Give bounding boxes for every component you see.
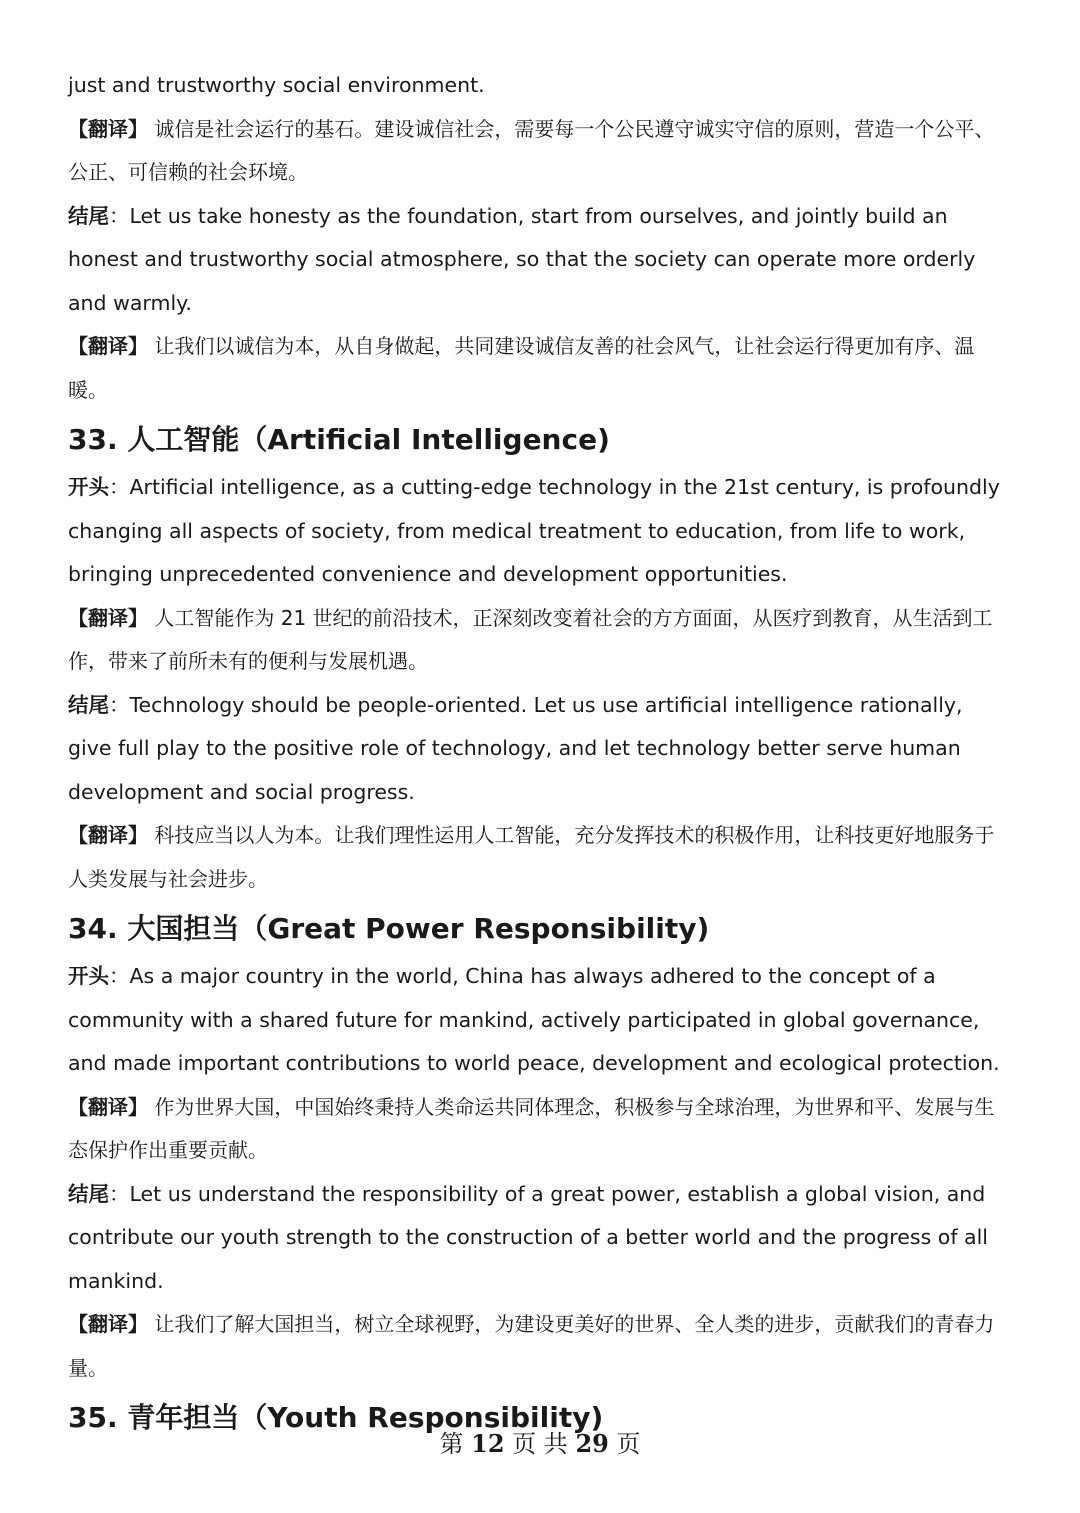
label-separator: ： [109,1181,130,1206]
opening-paragraph [68,955,1012,1086]
ending-paragraph [68,195,1012,326]
translation-paragraph [68,1086,1012,1173]
ending-label: 结尾 [68,1181,109,1206]
translation-text: 诚信是社会运行的基石。建设诚信社会，需要每一个公民遵守诚实守信的原则，营造一个公平、公正、可信赖的社会环境。 [68,116,995,184]
translation-label: 【翻译】 [68,334,148,358]
translation-label: 【翻译】 [68,116,148,141]
label-separator: ： [109,203,130,228]
opening-text: Artificial intelligence, as a cutting-edge technology in the 21st century, is profoundly changing all aspects of society, from medical treatment to education, from life to work, bringing unprecedented convenience and development opportunities. [68,475,1000,586]
page-footer [0,1424,1080,1464]
translation-text: 让我们以诚信为本，从自身做起，共同建设诚信友善的社会风气，让社会运行得更加有序、温暖。 [68,334,975,402]
current-page-number: 12 [471,1429,505,1458]
translation-label: 【翻译】 [68,1312,148,1336]
translation-paragraph [68,1303,1012,1390]
footer-suffix: 页 [616,1430,641,1458]
ending-paragraph [68,1173,1012,1304]
translation-paragraph [68,108,1012,195]
ending-label: 结尾 [68,203,109,228]
ending-paragraph [68,684,1012,815]
ending-label: 结尾 [68,692,109,717]
translation-label: 【翻译】 [68,823,148,847]
label-separator: ： [109,964,130,988]
section-heading: 35. 青年担当（Youth Responsibility) [68,1401,604,1434]
translation-text: 让我们了解大国担当，树立全球视野，为建设更美好的世界、全人类的进步，贡献我们的青春力量。 [68,1312,995,1380]
translation-text: 作为世界大国，中国始终秉持人类命运共同体理念，积极参与全球治理，为世界和平、发展与生态保护作出重要贡献。 [68,1094,995,1162]
opening-text: As a major country in the world, China has always adhered to the concept of a community with a shared future for mankind, actively participated in global governance, and made important contributions to world peace, development and ecological protection. [68,964,1000,1075]
section-heading: 34. 大国担当（Great Power Responsibility) [68,912,710,945]
translation-label: 【翻译】 [68,1094,148,1119]
translation-label: 【翻译】 [68,605,148,630]
document-page [68,64,1012,1444]
opening-paragraph [68,466,1012,597]
translation-paragraph [68,814,1012,901]
label-separator: ： [109,692,130,717]
opening-label: 开头 [68,964,109,988]
translation-text: 科技应当以人为本。让我们理性运用人工智能，充分发挥技术的积极作用，让科技更好地服务于人类发展与社会进步。 [68,823,995,891]
section-heading: 33. 人工智能（Artificial Intelligence) [68,423,610,456]
label-separator: ： [109,475,130,499]
translation-text: 人工智能作为 21 世纪的前沿技术，正深刻改变着社会的方方面面，从医疗到教育，从生活到工作，带来了前所未有的便利与发展机遇。 [68,605,993,673]
ending-text: Let us understand the responsibility of a great power, establish a global vision, and contribute our youth strength to the construction of a better world and the progress of all mankind. [68,1181,989,1293]
translation-paragraph [68,325,1012,412]
opening-label: 开头 [68,475,109,499]
ending-text: Technology should be people-oriented. Let us use artificial intelligence rationally, give full play to the positive role of technology, and let technology better serve human development and social progress. [68,692,963,804]
footer-middle: 页 共 [512,1430,568,1458]
translation-paragraph [68,597,1012,684]
ending-text: Let us take honesty as the foundation, start from ourselves, and jointly build an honest and trustworthy social atmosphere, so that the society can operate more orderly and warmly. [68,203,976,315]
footer-prefix: 第 [439,1430,464,1458]
total-page-number: 29 [575,1429,609,1458]
continued-paragraph [68,64,1012,108]
continued-text: just and trustworthy social environment. [68,73,485,97]
